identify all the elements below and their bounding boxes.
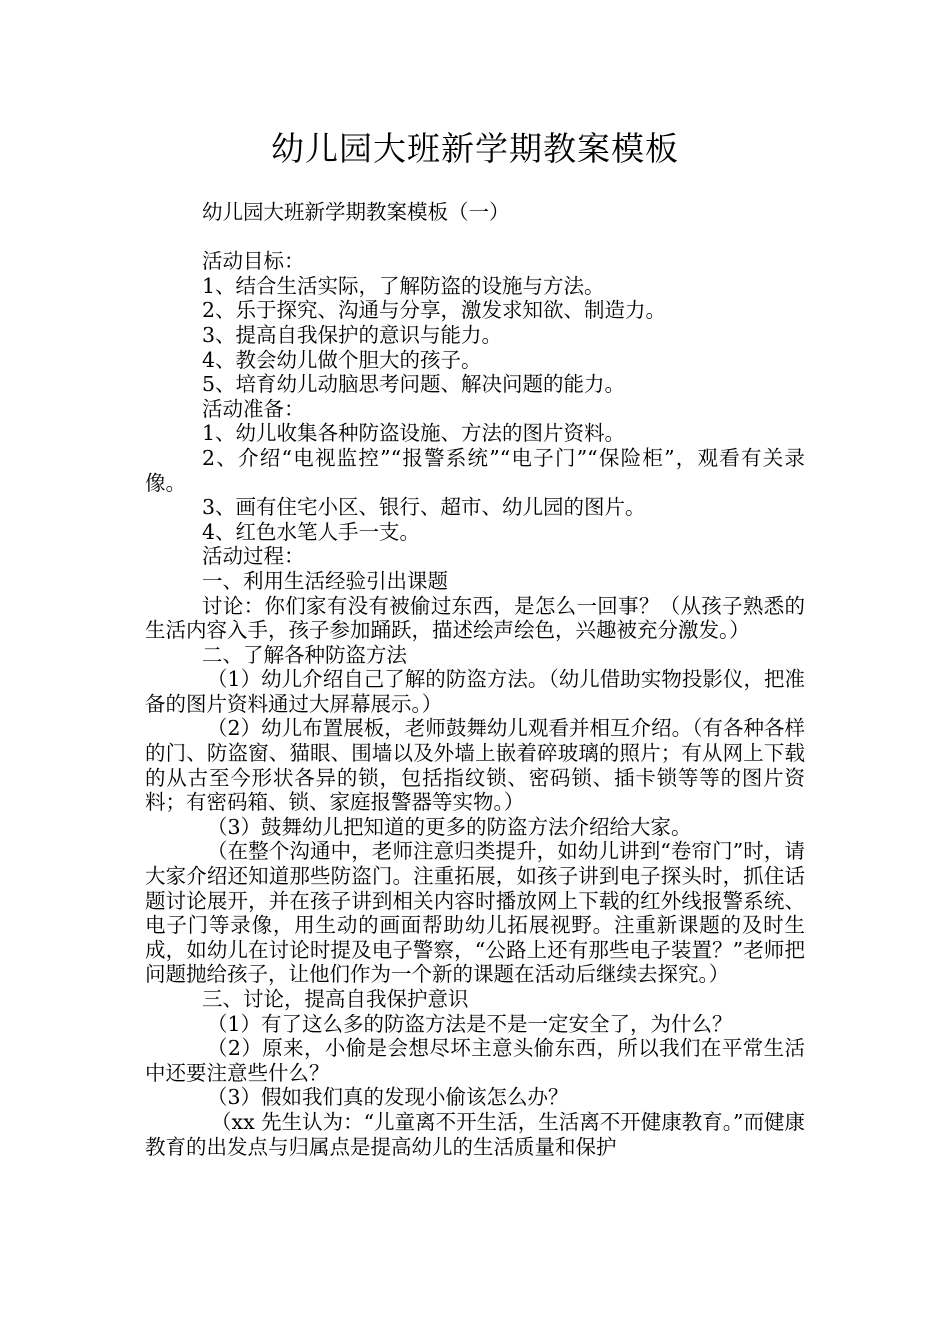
process-paragraph: （3）鼓舞幼儿把知道的更多的防盗方法介绍给大家。 bbox=[207, 814, 692, 839]
preparation-item: 3、画有住宅小区、银行、超市、幼儿园的图片。 bbox=[202, 495, 646, 520]
process-step-heading: 二、了解各种防盗方法 bbox=[202, 642, 407, 667]
process-paragraph: （xx 先生认为：“儿童离不开生活，生活离不开健康教育。”而健康教育的出发点与归属点是提高幼儿的生活质量和保护 bbox=[145, 1109, 805, 1159]
document-subtitle: 幼儿园大班新学期教案模板（一） bbox=[202, 200, 510, 224]
section-heading-process: 活动过程： bbox=[202, 544, 305, 569]
preparation-item: 4、红色水笔人手一支。 bbox=[202, 519, 421, 544]
process-paragraph: （2）幼儿布置展板，老师鼓舞幼儿观看并相互介绍。（有各种各样的门、防盗窗、猫眼、围墙以及外墙上嵌着碎玻璃的照片；有从网上下载的从古至今形状各异的锁，包括指纹锁、密码锁、插卡锁等等的图片资料；有密码箱、锁、家庭报警器等实物。） bbox=[145, 716, 805, 815]
preparation-item: 1、幼儿收集各种防盗设施、方法的图片资料。 bbox=[202, 421, 626, 446]
document-title: 幼儿园大班新学期教案模板 bbox=[271, 129, 679, 168]
document-body bbox=[145, 196, 805, 1159]
goal-item: 2、乐于探究、沟通与分享，激发求知欲、制造力。 bbox=[202, 298, 667, 323]
goal-item: 1、结合生活实际，了解防盗的设施与方法。 bbox=[202, 273, 605, 298]
process-step-heading: 三、讨论，提高自我保护意识 bbox=[202, 987, 469, 1011]
process-paragraph: 讨论：你们家有没有被偷过东西，是怎么一回事？（从孩子熟悉的生活内容入手，孩子参加踊跃，描述绘声绘色，兴趣被充分激发。） bbox=[145, 593, 805, 643]
process-paragraph: （2）原来，小偷是会想尽坏主意头偷东西，所以我们在平常生活中还要注意些什么？ bbox=[145, 1036, 805, 1085]
goal-item: 3、提高自我保护的意识与能力。 bbox=[202, 322, 503, 347]
process-paragraph: （在整个沟通中，老师注意归类提升，如幼儿讲到“卷帘门”时，请大家介绍还知道那些防盗门。注重拓展，如孩子讲到电子探头时，抓住话题讨论展开，并在孩子讲到相关内容时播放网上下载的红外线报警系统、电子门等录像，用生动的画面帮助幼儿拓展视野。注重新课题的及时生成，如幼儿在讨论时提及电子警察，“公路上还有那些电子装置？”老师把问题抛给孩子，让他们作为一个新的课题在活动后继续去探究。） bbox=[145, 839, 805, 987]
preparation-item: 2、介绍“电视监控”“报警系统”“电子门”“保险柜”，观看有关录像。 bbox=[145, 445, 805, 495]
section-heading-preparation: 活动准备： bbox=[202, 396, 305, 421]
process-paragraph: （1）幼儿介绍自己了解的防盗方法。（幼儿借助实物投影仪，把准备的图片资料通过大屏幕展示。） bbox=[145, 667, 805, 716]
process-paragraph: （1）有了这么多的防盗方法是不是一定安全了，为什么？ bbox=[207, 1011, 733, 1036]
process-paragraph: （3）假如我们真的发现小偷该怎么办？ bbox=[207, 1085, 569, 1110]
section-heading-goals: 活动目标： bbox=[202, 249, 305, 274]
process-step-heading: 一、利用生活经验引出课题 bbox=[202, 568, 448, 593]
goal-item: 4、教会幼儿做个胆大的孩子。 bbox=[202, 347, 482, 372]
goal-item: 5、培育幼儿动脑思考问题、解决问题的能力。 bbox=[202, 372, 626, 397]
